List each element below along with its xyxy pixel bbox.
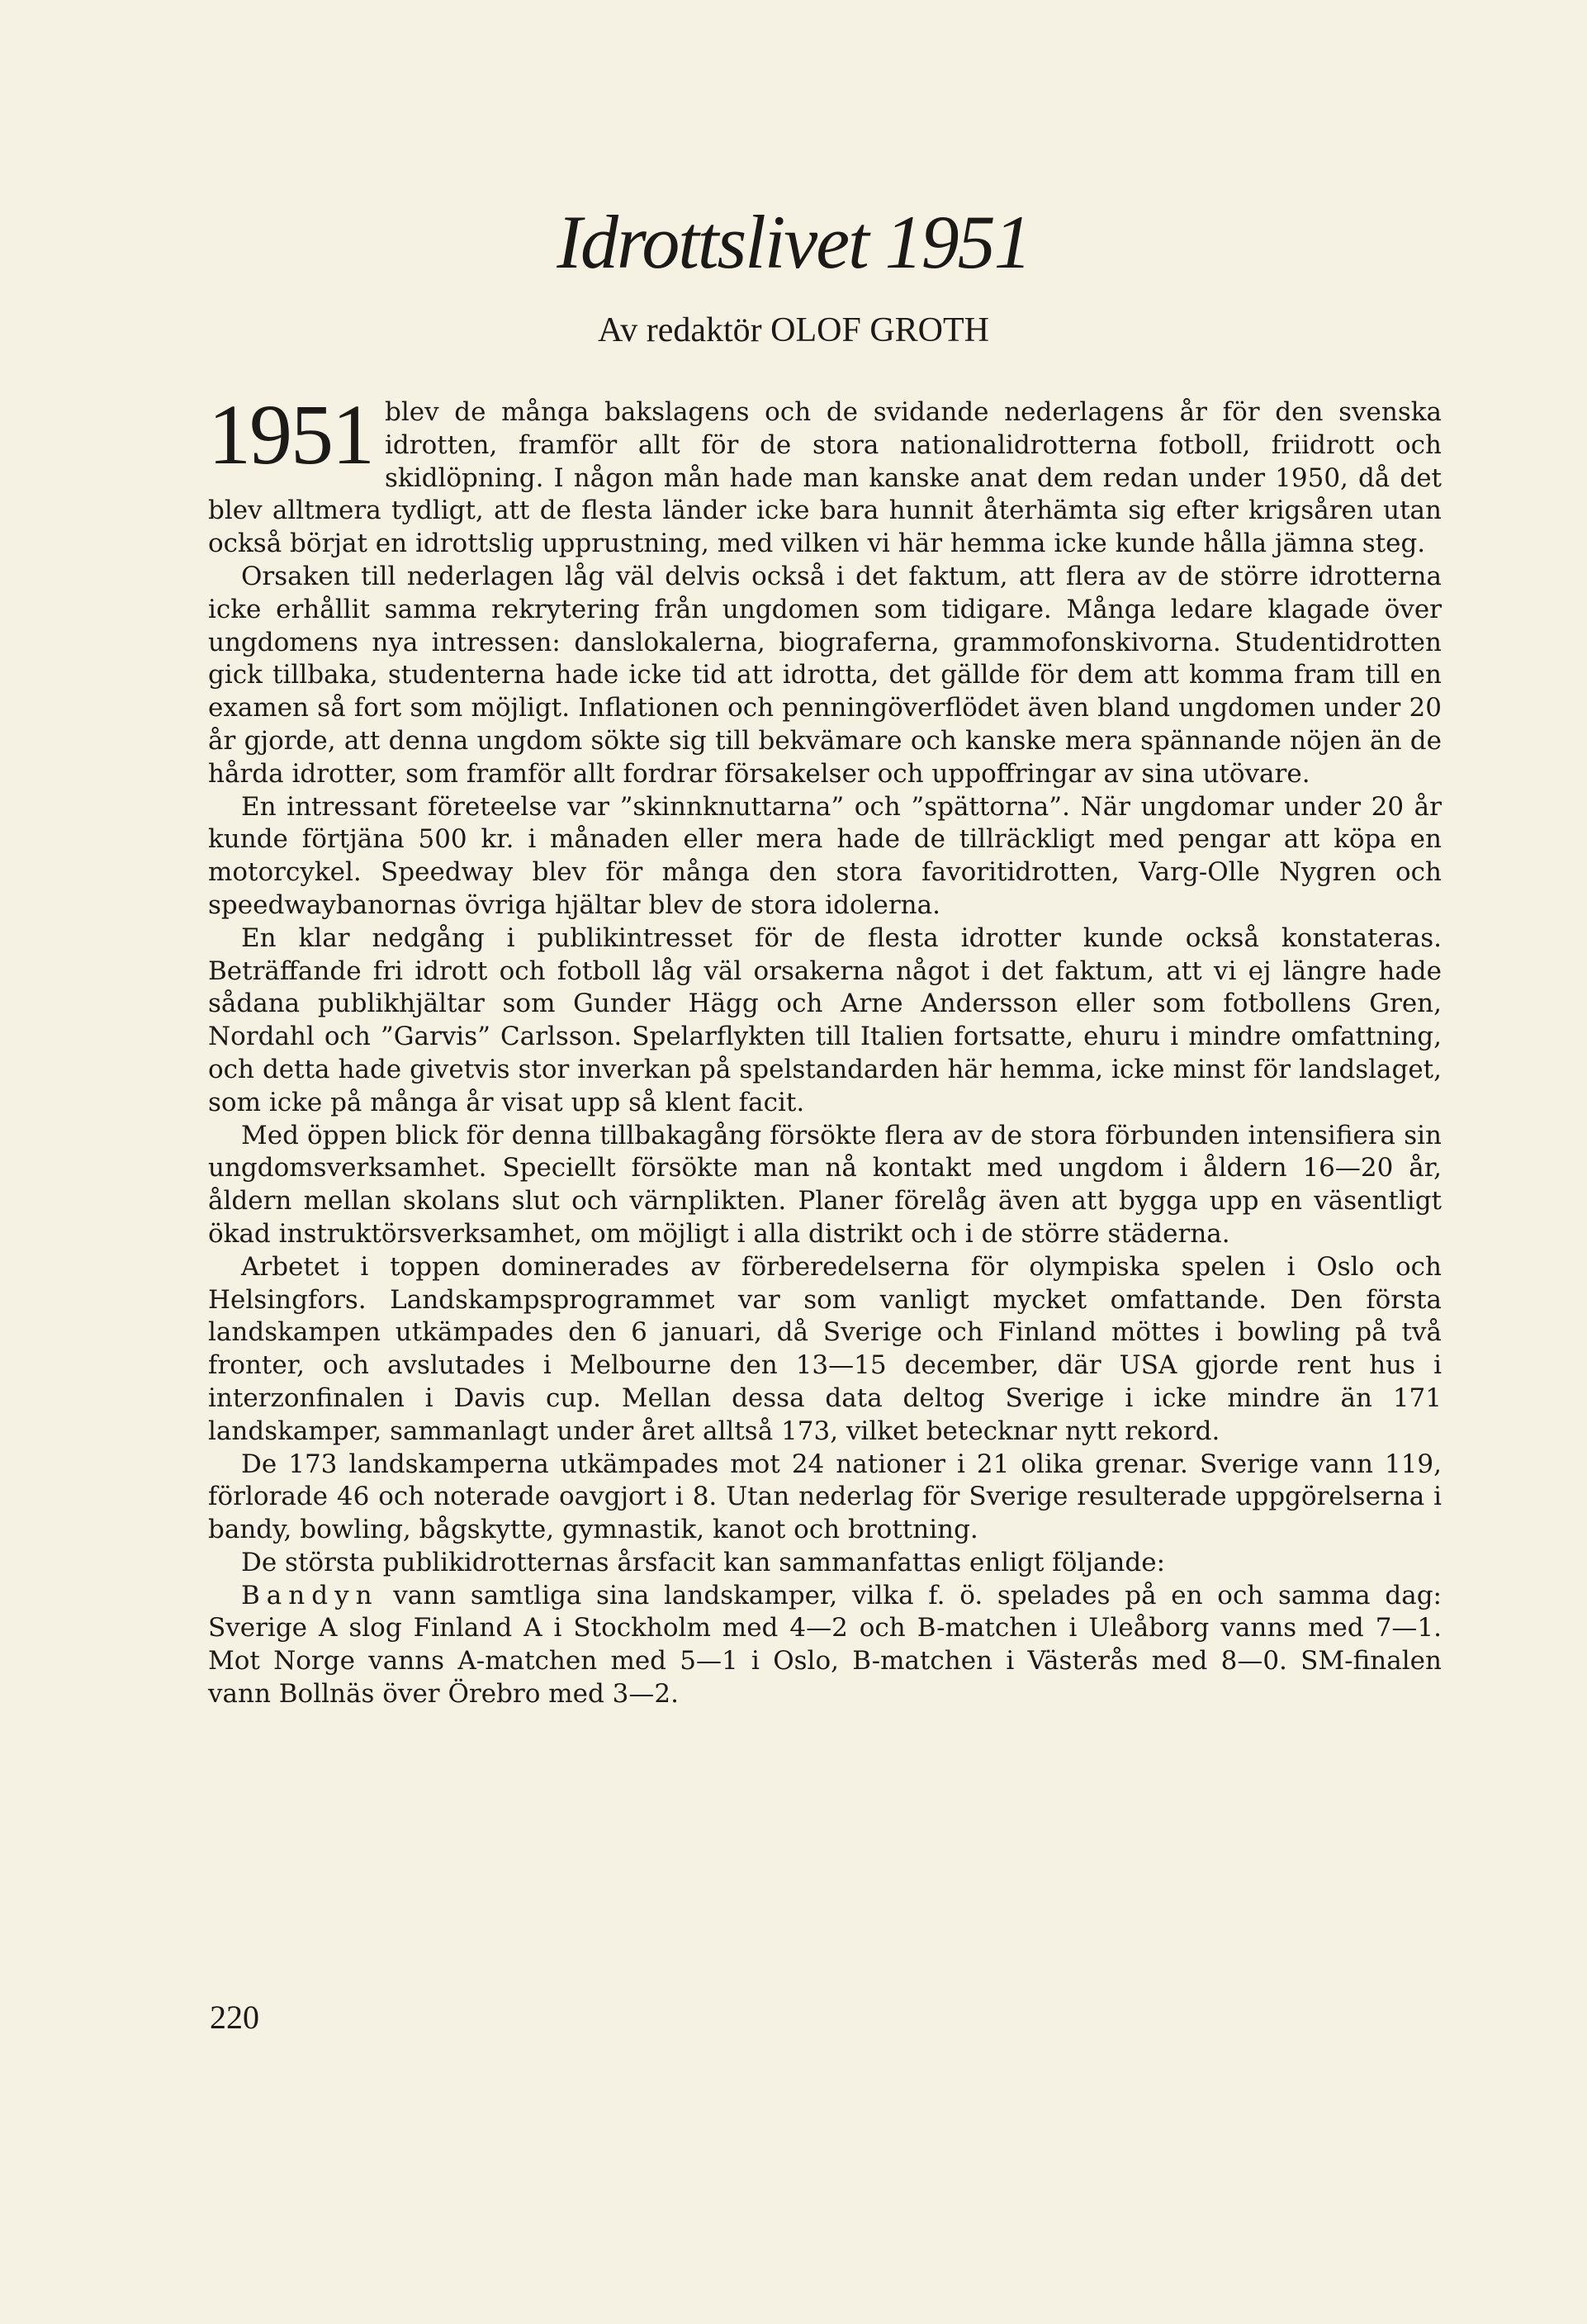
paragraph-3: En intressant företeelse var ”skinnknuttarna” och ”spättorna”. När ungdomar under 20 år kunde förtjäna 500 kr. i månaden eller mera hade de tillräckligt med pengar att köpa en motorcykel. Speedway blev för många den stora favoritidrotten, Varg-Olle Nygren och speedwaybanornas övriga hjältar blev de stora idolerna. <box>208 791 1442 920</box>
paragraph-9-text: vann samtliga sina landskamper, vilka f. ö. spelades på en och samma dag: Sverige A slog Finland A i Stockholm med 4—2 och B-matchen i Uleåborg vanns med 7—1. Mot Norge vanns A-matchen med 5—1 i Oslo, B-matchen i Västerås med 8—0. SM-finalen vann Bollnäs över Örebro med 3—2. <box>208 1580 1442 1710</box>
paragraph-4: En klar nedgång i publikintresset för de flesta idrotter kunde också konstateras. Beträffande fri idrott och fotboll låg väl orsakerna något i det faktum, att vi ej längre hade sådana publikhjältar som Gunder Hägg och Arne Andersson eller som fotbollens Gren, Nordahl och ”Garvis” Carlsson. Spelarflykten till Italien fortsatte, ehuru i mindre omfattning, och detta hade givetvis stor inverkan på spelstandarden här hemma, icke minst för landslaget, som icke på många år visat upp så klent facit. <box>208 922 1442 1117</box>
paragraph-1-text: blev de många bakslagens och de svidande nederlagens år för den svenska idrotten, framför allt för de stora nationalidrotterna fotboll, friidrott och skidlöpning. I någon mån hade man kanske anat dem redan under 1950, då det blev alltmera tydligt, att de flesta länder icke bara hunnit återhämta sig efter krigsåren utan också börjat en idrottslig upprustning, med vilken vi här hemma icke kunde hålla jämna steg. <box>208 397 1442 559</box>
paragraph-2: Orsaken till nederlagen låg väl delvis också i det faktum, att flera av de större idrotterna icke erhållit samma rekrytering från ungdomen som tidigare. Många ledare klagade över ungdomens nya intressen: danslokalerna, biograferna, grammofonskivorna. Studentidrotten gick tillbaka, studenterna hade icke tid att idrotta, det gällde för dem att komma fram till en examen så fort som möjligt. Inflationen och penningöverflödet även bland ungdomen under 20 år gjorde, att denna ungdom sökte sig till bekvämare och kanske mera spännande nöjen än de hårda idrotter, som framför allt fordrar försakelser och uppoffringar av sina utövare. <box>208 561 1442 789</box>
drop-cap-year: 1951 <box>208 387 373 482</box>
article-byline: Av redaktör OLOF GROTH <box>598 311 989 349</box>
paragraph-5: Med öppen blick för denna tillbakagång försökte flera av de stora förbunden intensifiera sin ungdomsverksamhet. Speciellt försökte man nå kontakt med ungdom i åldern 16—20 år, åldern mellan skolans slut och värnplikten. Planer förelåg även att bygga upp en väsentligt ökad instruktörsverksamhet, om möjligt i alla distrikt och i de större städerna. <box>208 1120 1442 1249</box>
paragraph-7: De 173 landskamperna utkämpades mot 24 nationer i 21 olika grenar. Sverige vann 119, förlorade 46 och noterade oavgjort i 8. Utan nederlag för Sverige resulterade uppgörelserna i bandy, bowling, bågskytte, gymnastik, kanot och brottning. <box>208 1449 1442 1545</box>
paragraph-8: De största publikidrotternas årsfacit kan sammanfattas enligt följande: <box>241 1547 1166 1577</box>
article-title: Idrottslivet 1951 <box>557 200 1030 284</box>
page-number: 220 <box>210 1999 259 2036</box>
paragraph-9 <box>208 1580 1442 1711</box>
paragraph-6: Arbetet i toppen dominerades av förberedelserna för olympiska spelen i Oslo och Helsingfors. Landskampsprogrammet var som vanligt mycket omfattande. Den första landskampen utkämpades den 6 januari, då Sverige och Finland möttes i bowling på två fronter, och avslutades i Melbourne den 13—15 december, där USA gjorde rent hus i interzonfinalen i Davis cup. Mellan dessa data deltog Sverige i icke mindre än 171 landskamper, sammanlagt under året alltså 173, vilket betecknar nytt rekord. <box>208 1251 1442 1446</box>
paragraph-1 <box>208 387 1442 561</box>
bandy-lead-word: Bandyn <box>241 1580 379 1610</box>
article-body <box>208 387 1442 1711</box>
